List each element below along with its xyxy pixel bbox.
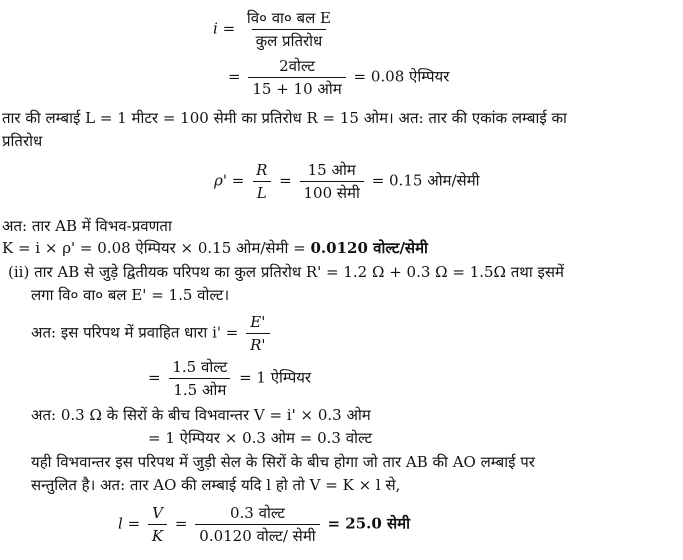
eq3-lhs: अत: इस परिपथ में प्रवाहित धारा i' = (31, 323, 239, 342)
part2-line2: लगा वि० वा० बल E' = 1.5 वोल्ट। (31, 286, 230, 304)
eq1-denominator: कुल प्रतिरोध (252, 29, 327, 51)
para3-line1: यही विभवान्तर इस परिपथ में जुड़ी सेल के सिरों के बीच होगा जो तार AB की AO लम्बाई पर (31, 453, 535, 471)
para1-line1: तार की लम्बाई L = 1 मीटर = 100 सेमी का प्रतिरोध R = 15 ओम। अत: तार की एकांक लम्बाई का (2, 109, 567, 127)
eq3-value-denominator: 1.5 ओम (169, 378, 230, 400)
eq2-lhs: ρ' = (214, 171, 245, 190)
eq2-fraction (252, 160, 271, 203)
eq1-numerator: वि० वा० बल E (246, 9, 331, 27)
eq2-result: = 0.15 ओम/सेमी (371, 171, 480, 190)
eq3-denominator: R' (246, 333, 269, 355)
current-value-equation: = $\frac{\text{2वोल्ट}}{\text{15 + 10 ओम}}$ = 0.08 ऐम्पियर (228, 57, 450, 98)
eq2-value-denominator: 100 सेमी (300, 181, 364, 203)
eq2-numerator: R (256, 161, 268, 179)
eq4-line2: = 1 ऐम्पियर × 0.3 ओम = 0.3 वोल्ट (148, 429, 373, 447)
eq3-fraction (246, 312, 269, 355)
eq3-value-fraction (168, 357, 231, 400)
part2-line1 (8, 262, 564, 282)
current-equation (213, 8, 338, 51)
potential-gradient-expression: K = i × ρ' = 0.08 ऐम्पियर × 0.15 ओम/सेमी = (2, 239, 306, 257)
para2-line1: अत: तार AB में विभव-प्रवणता (2, 217, 172, 235)
eq5-value-fraction (195, 503, 319, 546)
potential-gradient-result: 0.0120 वोल्ट/सेमी (310, 239, 428, 257)
eq1-result: = 0.08 ऐम्पियर (353, 67, 450, 86)
eq5-result: = 25.0 सेमी (327, 514, 411, 533)
part2-text: तार AB से जुड़े द्वितीयक परिपथ का कुल प्रतिरोध R' = 1.2 Ω + 0.3 Ω = 1.5Ω तथा इसमें (34, 263, 565, 281)
eq2-denominator: L (253, 181, 271, 203)
balancing-length-equation: l = $\frac{V}{K}$ = $\frac{\text{0.3 वोल्ट}}{\text{0.0120 वोल्ट/ सेमी}}$ = 25.0 सेमी (118, 504, 411, 545)
eq4-line1: अत: 0.3 Ω के सिरों के बीच विभवान्तर V = i' × 0.3 ओम (31, 406, 371, 424)
eq1-fraction (243, 8, 335, 51)
para3-line2: सन्तुलित है। अत: तार AO की लम्बाई यदि l हो तो V = K × l से, (31, 476, 401, 494)
para1-line2: प्रतिरोध (2, 132, 43, 150)
eq3-result: = 1 ऐम्पियर (239, 368, 312, 387)
para2-line2 (2, 238, 428, 258)
part2-label: (ii) (8, 263, 30, 281)
secondary-current-equation (31, 312, 273, 355)
eq2-value-fraction (300, 160, 364, 203)
secondary-current-value: = $\frac{\text{1.5 वोल्ट}}{\text{1.5 ओम}}$ = 1 ऐम्पियर (148, 358, 312, 399)
eq5-value-denominator: 0.0120 वोल्ट/ सेमी (195, 524, 319, 546)
eq5-value-numerator: 0.3 वोल्ट (230, 504, 285, 522)
eq1-value-numerator: 2वोल्ट (279, 57, 315, 75)
eq5-numerator: V (152, 504, 163, 522)
eq1-value-fraction (248, 56, 345, 99)
eq3-value-numerator: 1.5 वोल्ट (172, 358, 228, 376)
eq2-value-numerator: 15 ओम (307, 161, 356, 179)
resistivity-equation: ρ' = $\frac{R}{L}$ = $\frac{\text{15 ओम}}{\text{100 सेमी}}$ = 0.15 ओम/सेमी (214, 161, 480, 202)
eq5-denominator: K (148, 524, 167, 546)
eq1-value-denominator: 15 + 10 ओम (248, 77, 345, 99)
eq5-fraction (148, 503, 167, 546)
eq1-lhs: i = (213, 19, 236, 38)
eq3-numerator: E' (250, 313, 266, 331)
eq5-lhs: l = (118, 514, 141, 533)
